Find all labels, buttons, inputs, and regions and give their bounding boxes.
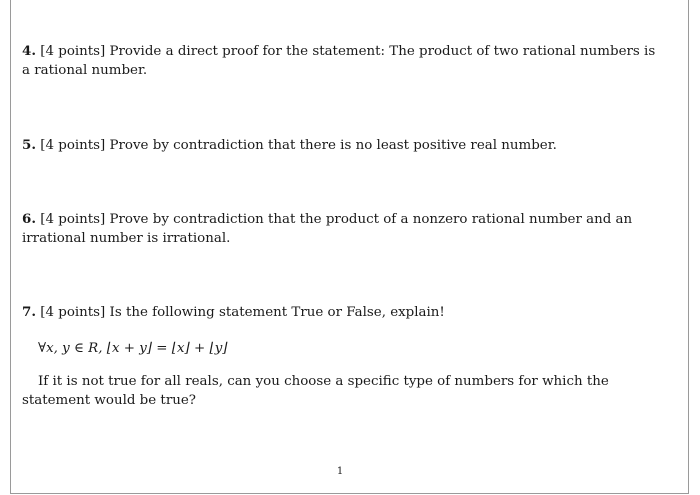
problem-7 (22, 303, 662, 322)
problem-4-text: [4 points] Provide a direct proof for the statement: The product of two rational numbers is a rational number. (22, 44, 656, 78)
page-number: 1 (336, 466, 344, 477)
problem-7-followup: If it is not true for all reals, can you choose a specific type of numbers for which the statement would be true? (22, 374, 609, 408)
problem-6 (22, 210, 662, 248)
problem-7-statement: ∀x, y ∈ R, ⌊x + y⌋ = ⌊x⌋ + ⌊y⌋ (38, 341, 228, 356)
problem-5-number: 5. (22, 137, 36, 153)
problem-4-number: 4. (22, 43, 36, 59)
problem-4 (22, 42, 662, 80)
problem-5-text: [4 points] Prove by contradiction that there is no least positive real number. (40, 138, 557, 153)
problem-7-number: 7. (22, 304, 36, 320)
problem-6-number: 6. (22, 211, 36, 227)
problem-7-text: [4 points] Is the following statement True or False, explain! (40, 305, 445, 320)
problem-5 (22, 136, 662, 155)
problem-6-text: [4 points] Prove by contradiction that the product of a nonzero rational number and an irrational number is irrational. (22, 212, 633, 246)
